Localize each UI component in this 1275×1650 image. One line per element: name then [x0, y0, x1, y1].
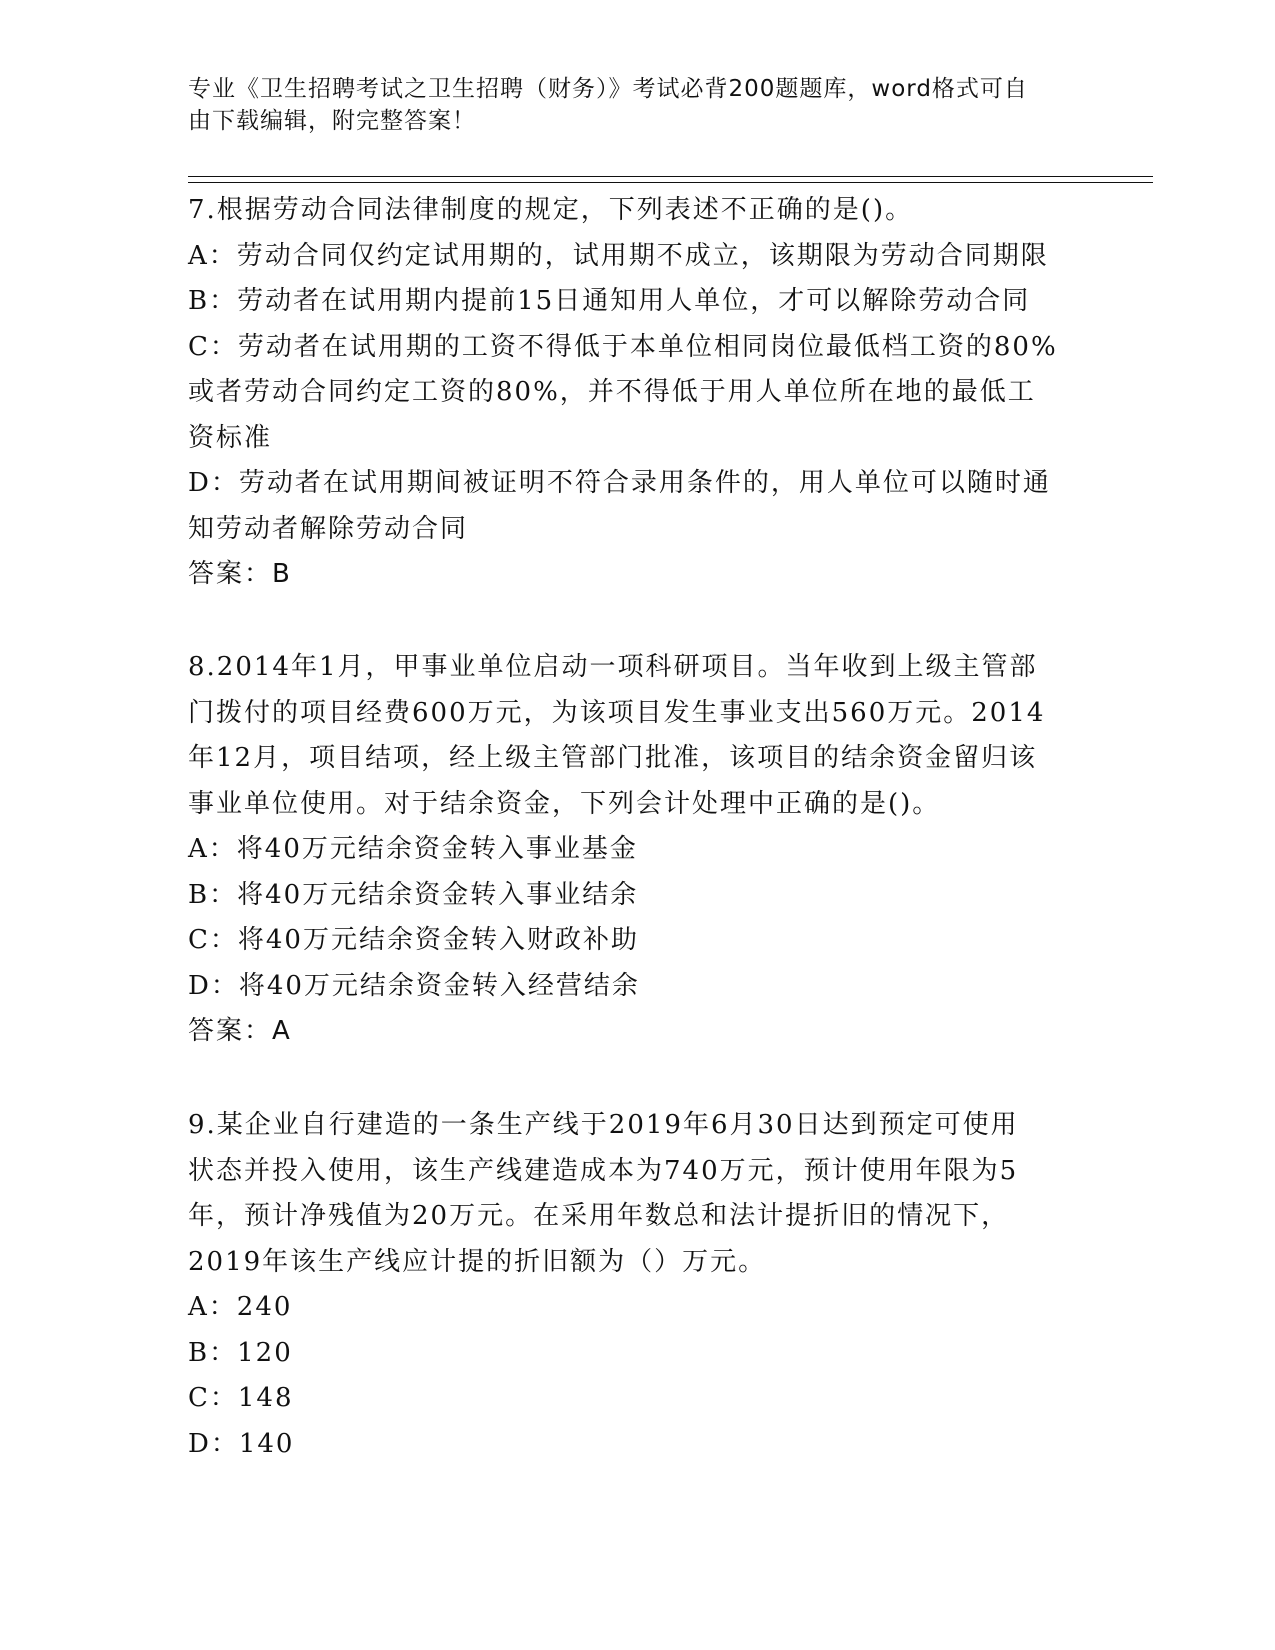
question-7 [188, 188, 1088, 598]
option-c [188, 918, 1088, 964]
question-8 [188, 645, 1088, 1055]
option-b [188, 873, 1088, 919]
header-divider-top [188, 176, 1153, 177]
option-line: A：240 [188, 1292, 293, 1322]
question-stem-line: 9.某企业自行建造的一条生产线于2019年6月30日达到预定可使用 [188, 1110, 1019, 1140]
option-a [188, 234, 1088, 280]
question-stem-line: 7.根据劳动合同法律制度的规定，下列表述不正确的是()。 [188, 195, 914, 225]
option-line: 知劳动者解除劳动合同 [188, 513, 469, 544]
header-title-line-1: 专业《卫生招聘考试之卫生招聘（财务）》考试必背200题题库，word格式可自 [188, 76, 1028, 102]
question-stem-line: 事业单位使用。对于结余资金，下列会计处理中正确的是()。 [188, 788, 941, 819]
header-divider-bottom [188, 182, 1153, 183]
option-line: A：将40万元结余资金转入事业基金 [188, 834, 638, 864]
question-stem-line: 门拨付的项目经费600万元，为该项目发生事业支出560万元。2014 [188, 697, 1046, 728]
option-d [188, 1422, 1088, 1468]
question-stem-line: 年12月，项目结项，经上级主管部门批准，该项目的结余资金留归该 [188, 743, 1038, 773]
option-d [188, 461, 1088, 552]
option-line: C：148 [188, 1383, 294, 1413]
answer-label: 答案：B [188, 559, 292, 589]
option-line: B：将40万元结余资金转入事业结余 [188, 879, 639, 910]
option-line: B：劳动者在试用期内提前15日通知用人单位，才可以解除劳动合同 [188, 286, 1031, 316]
question-stem-line: 8.2014年1月，甲事业单位启动一项科研项目。当年收到上级主管部 [188, 652, 1038, 682]
option-line: D：将40万元结余资金转入经营结余 [188, 970, 640, 1001]
header-title-line-2: 由下载编辑，附完整答案！ [188, 108, 476, 134]
option-line: C：劳动者在试用期的工资不得低于本单位相同岗位最低档工资的80% [188, 331, 1058, 362]
question-stem-line: 状态并投入使用，该生产线建造成本为740万元，预计使用年限为5 [188, 1155, 1019, 1186]
option-c [188, 325, 1088, 462]
answer-label: 答案：A [188, 1016, 292, 1046]
option-line: B：120 [188, 1337, 293, 1368]
option-line: 资标准 [188, 422, 273, 453]
option-line: C：将40万元结余资金转入财政补助 [188, 925, 639, 955]
option-a [188, 827, 1088, 873]
question-stem-line: 年，预计净残值为20万元。在采用年数总和法计提折旧的情况下， [188, 1201, 1010, 1231]
option-d [188, 964, 1088, 1010]
option-a [188, 1285, 1088, 1331]
option-line: 或者劳动合同约定工资的80%，并不得低于用人单位所在地的最低工 [188, 377, 1036, 407]
option-line: D：140 [188, 1428, 295, 1459]
option-c [188, 1376, 1088, 1422]
question-9 [188, 1103, 1088, 1467]
option-b [188, 279, 1088, 325]
option-line: A：劳动合同仅约定试用期的，试用期不成立，该期限为劳动合同期限 [188, 240, 1049, 271]
document-header [188, 73, 1068, 137]
question-stem-line: 2019年该生产线应计提的折旧额为（）万元。 [188, 1246, 767, 1277]
option-line: D：劳动者在试用期间被证明不符合录用条件的，用人单位可以随时通 [188, 468, 1051, 498]
option-b [188, 1331, 1088, 1377]
